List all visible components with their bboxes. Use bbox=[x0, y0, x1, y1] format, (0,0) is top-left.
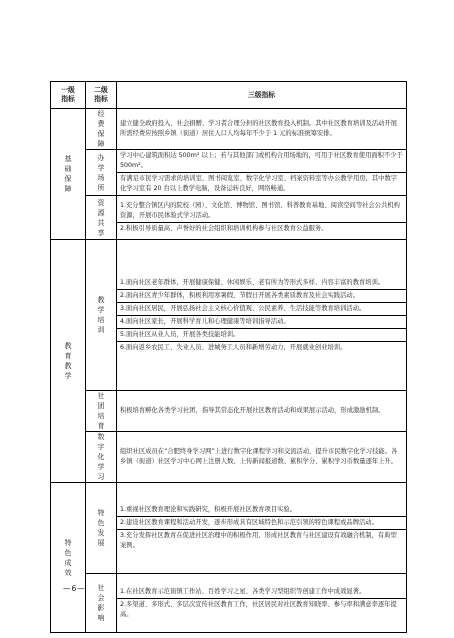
level2-cell bbox=[86, 109, 117, 150]
level2-label: 办学场所 bbox=[97, 153, 105, 192]
level2-label: 经费保障 bbox=[97, 110, 105, 148]
level3-item: 积极培育孵化各类学习社团，指导其常态化开展社区教育活动和成果展示活动，形成激励机制。 bbox=[120, 407, 385, 414]
level2-label: 社会影响 bbox=[97, 584, 105, 622]
level3-item: 有满足市民学习需求的培训室、图书阅览室、数字化学习室、档案资料室等办公教学用房，其中数字化学习室有 20 台以上教学电脑，设备运转良好，网络畅通。 bbox=[120, 175, 398, 192]
level2-cell bbox=[86, 196, 117, 240]
level3-cell bbox=[117, 574, 407, 633]
level2-cell bbox=[86, 240, 117, 391]
level1-label: 基础保障 bbox=[64, 155, 72, 193]
level3-item: 3.充分发挥社区教育在促进社区治理中的积极作用，形成社区教育与社区建设有效融合机制，有典型案例。 bbox=[120, 532, 397, 549]
level3-item: 4.面向社区家长，开展科学育儿和心理健康等培训指导活动。 bbox=[117, 316, 406, 329]
level3-cell bbox=[117, 391, 407, 432]
level1-label: 特色成效 bbox=[64, 538, 72, 577]
table-row bbox=[51, 574, 407, 633]
table-row bbox=[51, 150, 407, 196]
level1-cell bbox=[51, 240, 86, 483]
table-row bbox=[51, 109, 407, 150]
level3-item: 组织社区成员在“合肥终身学习网”上进行数字化课程学习和交流活动，提升市民数字化学习技能。各乡镇（街道）社区学习中心网上注册人数、上传新闻报道数、累积学分、累积学习币数量逐年上升。 bbox=[120, 448, 398, 465]
indicator-table bbox=[50, 81, 407, 633]
level2-label: 数字化学习 bbox=[97, 433, 105, 481]
level3-item: 5.面向社区从业人员，开展各类技能培训。 bbox=[117, 329, 406, 342]
level2-cell bbox=[86, 483, 117, 574]
header-level1 bbox=[51, 82, 86, 109]
level2-cell bbox=[86, 574, 117, 633]
level3-item: 1.重视社区教育理论和实践研究，积极开展社区教育项目实验。 bbox=[117, 504, 406, 517]
table-row bbox=[51, 196, 407, 240]
table-row bbox=[51, 391, 407, 432]
level3-item: 学习中心建筑面积达 500m² 以上；若与其他部门或机构合用场地的，可用于社区教育使用面积不少于 500m²。 bbox=[117, 150, 406, 173]
table-row bbox=[51, 432, 407, 483]
level3-item: 建立健全政府投入、社会捐赠、学习者合理分担的社区教育投入机制。其中社区教育培训及活动开展所需经费应按照乡镇（街道）居住人口人均每年不少于 1 元的标准统筹安排。 bbox=[120, 120, 398, 137]
header-level2-line2: 指标 bbox=[94, 95, 108, 103]
level3-item: 2.面向社区青少年群体，积极利用寒暑假、节假日开展各类素质教育及社会实践活动。 bbox=[117, 290, 406, 303]
level3-cell bbox=[117, 240, 407, 391]
level2-cell bbox=[86, 432, 117, 483]
level3-item: 1.充分整合镇区内的院校（园）、文化馆、博物馆、图书馆、科普教育基地、阅读空间等社会公共机构资源，开展市民体验式学习活动。 bbox=[117, 200, 406, 223]
header-level2-line1: 二级 bbox=[94, 86, 108, 94]
table-row bbox=[51, 483, 407, 574]
level3-item: 1.在社区教育示范街镇工作站、百姓学习之星、各类学习型组织等创建工作中成效显著。 bbox=[117, 586, 406, 599]
page-number: —6— bbox=[63, 584, 86, 593]
level2-cell bbox=[86, 150, 117, 196]
level2-label: 资源共享 bbox=[97, 198, 105, 237]
level3-item: 6.面向返乡农民工、失业人员、进城务工人员和新增劳动力，开展就业创业培训。 bbox=[120, 343, 347, 351]
level2-label: 社团培育 bbox=[97, 392, 105, 430]
level3-item: 2.积极引导质量高、声誉好的社会组织和培训机构参与社区教育公益服务。 bbox=[120, 225, 328, 232]
header-level1-line2: 指标 bbox=[61, 95, 75, 103]
level3-item: 3.面向社区居民，开展弘扬社会主义核心价值观、公民素养、生活技能等教育培训活动。 bbox=[117, 303, 406, 316]
table-header-row bbox=[51, 82, 407, 109]
level1-cell bbox=[51, 483, 86, 633]
level3-cell bbox=[117, 196, 407, 240]
header-level1-line1: 一级 bbox=[61, 86, 75, 94]
level1-cell bbox=[51, 109, 86, 240]
table-row bbox=[51, 240, 407, 391]
level2-cell bbox=[86, 391, 117, 432]
level3-cell bbox=[117, 150, 407, 196]
level3-item: 1.面向社区老年群体，开展健康保健、休闲娱乐、老有所为等形式多样、内容丰富的教育培训。 bbox=[117, 277, 406, 290]
header-level3: 三级指标 bbox=[117, 82, 407, 109]
level3-cell bbox=[117, 432, 407, 483]
level2-label: 教学培训 bbox=[97, 296, 105, 334]
level1-label: 教育教学 bbox=[64, 342, 72, 380]
level3-item: 2.多渠道、多形式、多层次宣传社区教育工作，社区居民对社区教育知晓率、参与率和满意率逐年提高。 bbox=[120, 600, 397, 618]
level3-item: 2.建设社区教育课程和活动开发，逐步形成具有区域特色和示范引领的特色课程或品牌活动。 bbox=[117, 517, 406, 530]
level3-cell bbox=[117, 109, 407, 150]
header-level2 bbox=[86, 82, 117, 109]
level3-cell bbox=[117, 483, 407, 574]
level2-label: 特色发展 bbox=[97, 509, 105, 547]
